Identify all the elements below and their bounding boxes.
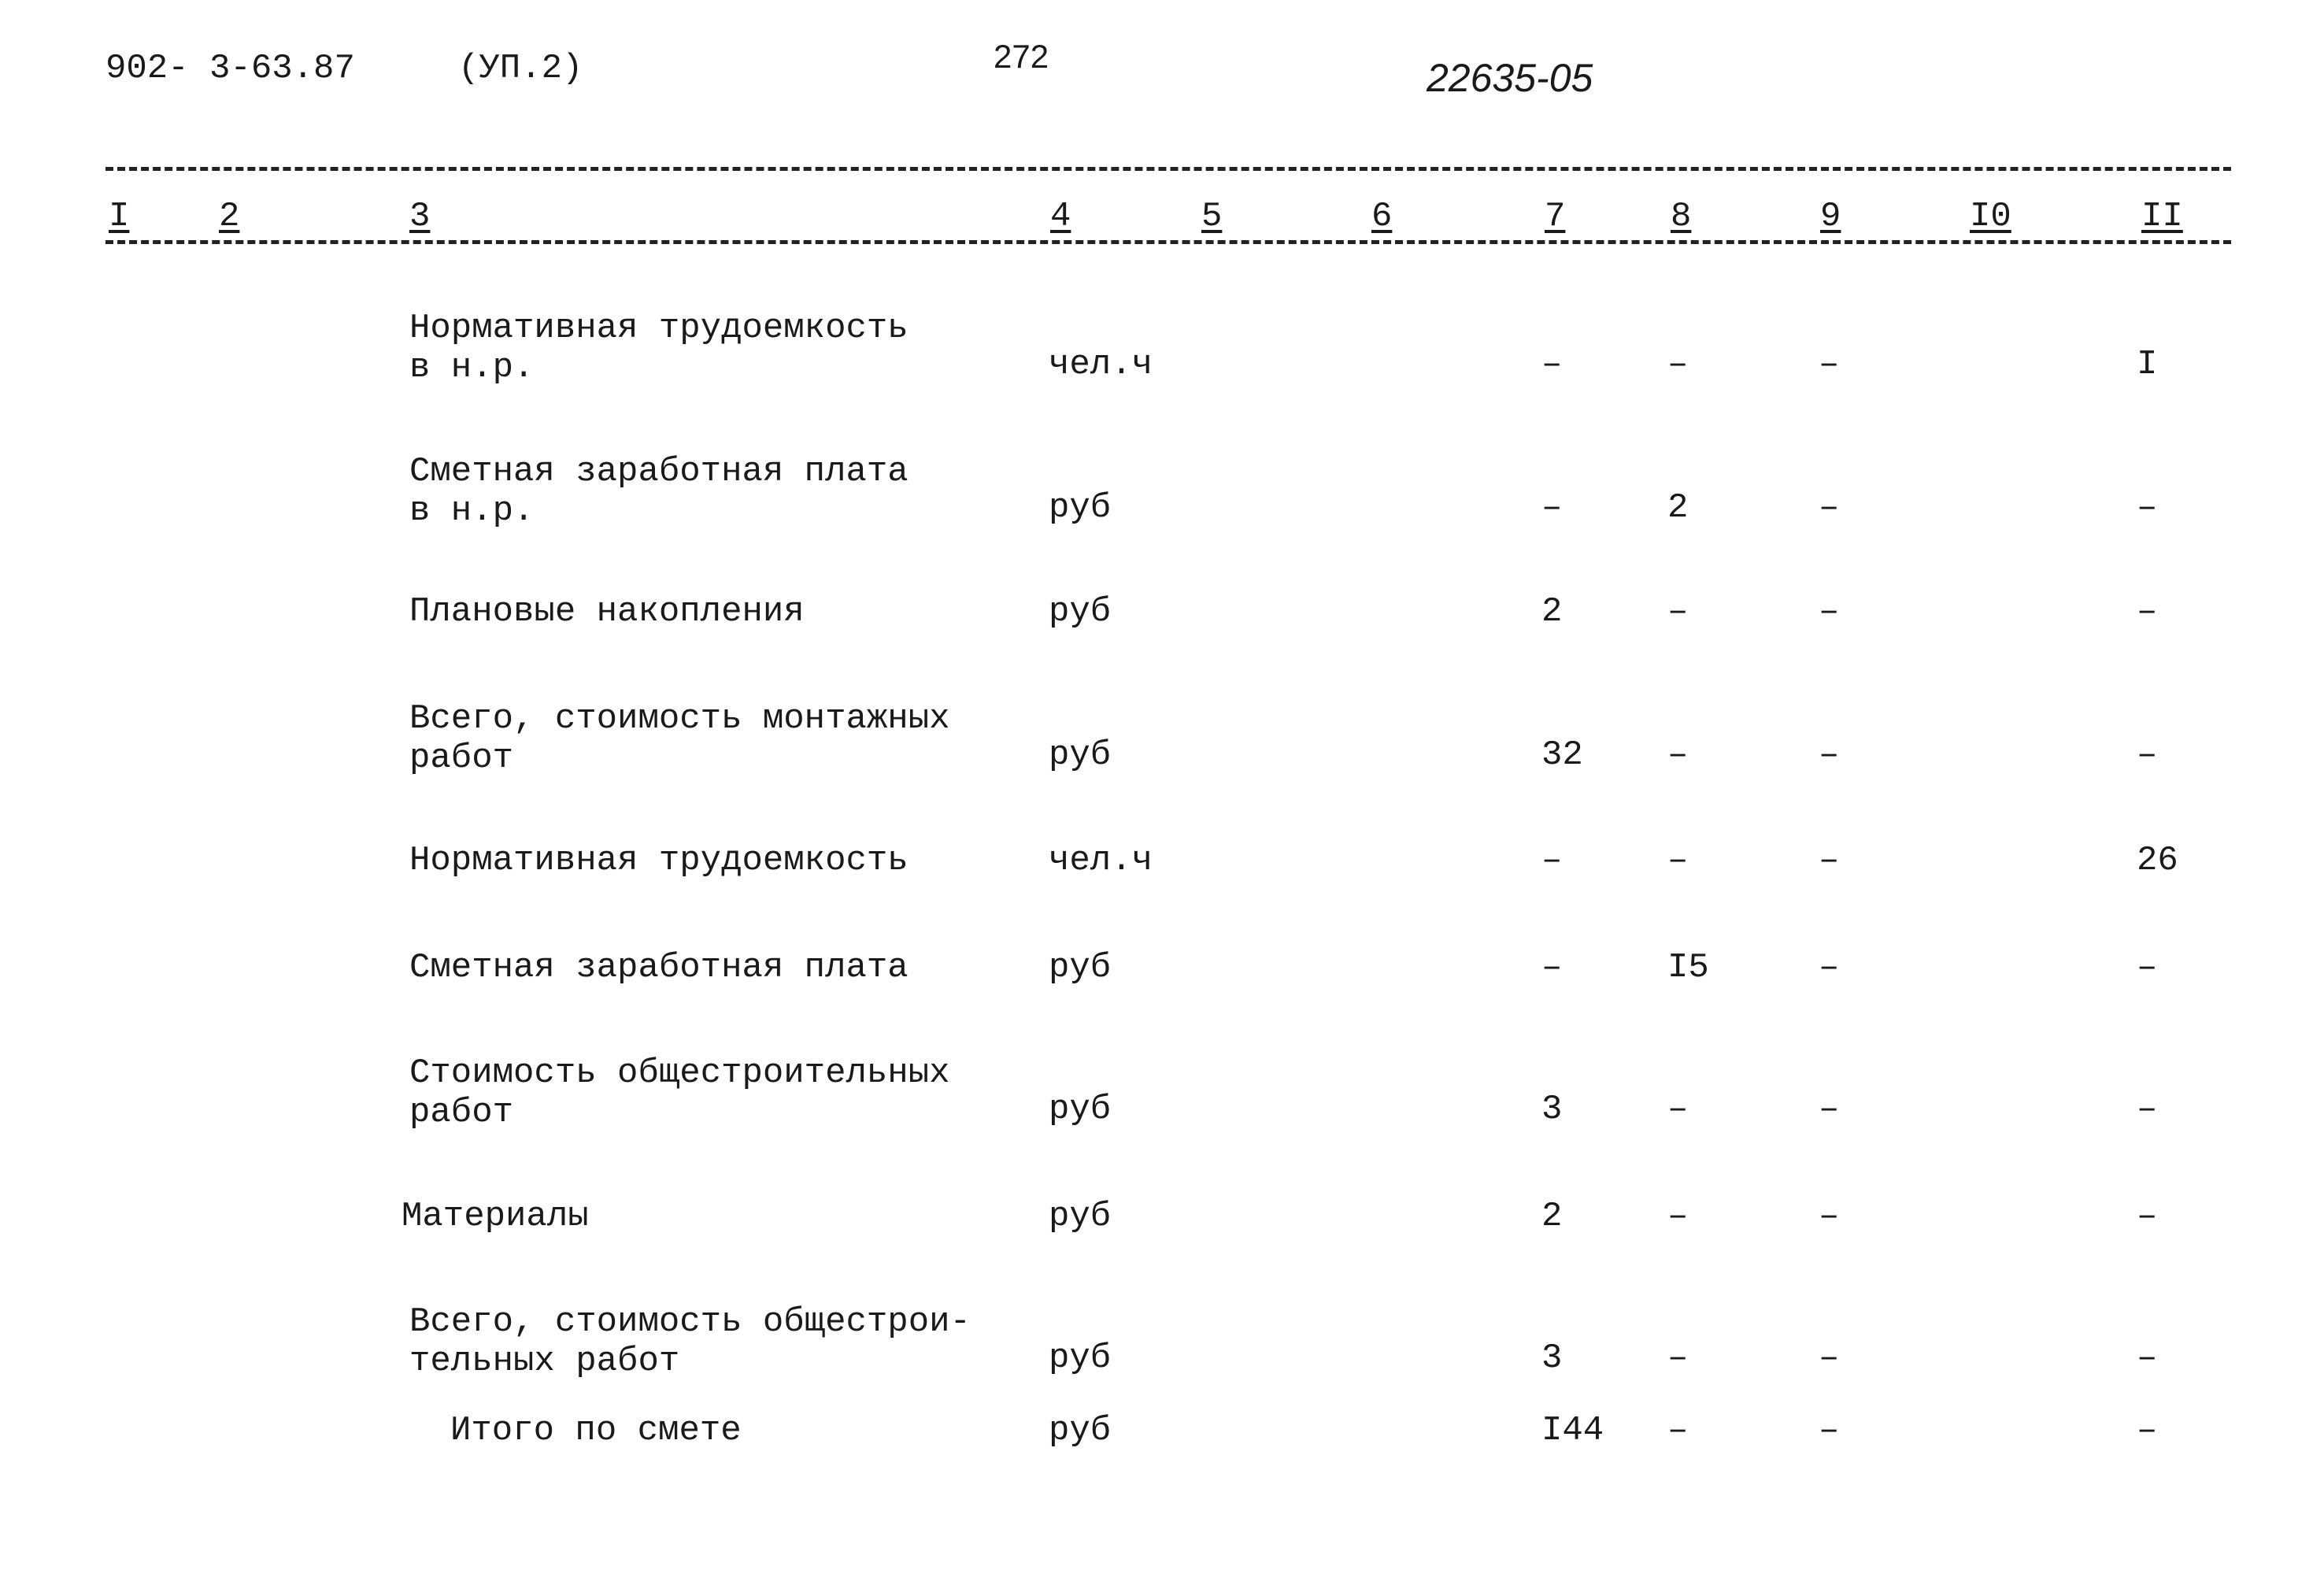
row-label: Сметная заработная плата (409, 948, 909, 987)
column-number-3: 3 (409, 197, 431, 236)
row-col8-value: – (1667, 345, 1689, 384)
row-label: Сметная заработная плата в н.р. (409, 452, 909, 531)
document-code: 902- 3-63.87 (105, 49, 355, 88)
column-header-bottom-rule (105, 240, 2231, 244)
row-label: Нормативная трудоемкость в н.р. (409, 309, 909, 387)
column-number-5: 5 (1201, 197, 1223, 236)
row-col9-value: – (1819, 841, 1840, 880)
row-unit: руб (1049, 1411, 1112, 1450)
row-label: Плановые накопления (409, 592, 805, 631)
row-col8-value: – (1667, 841, 1689, 880)
row-col9-value: – (1819, 1411, 1840, 1450)
row-col11-value: – (2137, 1338, 2158, 1378)
row-col11-value: I (2137, 345, 2158, 384)
row-col7-value: 32 (1541, 735, 1583, 775)
row-label: Всего, стоимость монтажных работ (409, 699, 950, 778)
row-col8-value: – (1667, 1197, 1689, 1236)
row-unit: чел.ч (1049, 345, 1153, 384)
row-col11-value: – (2137, 948, 2158, 987)
row-unit: руб (1049, 948, 1112, 987)
row-col8-value: 2 (1667, 488, 1689, 528)
row-col7-value: 3 (1541, 1090, 1563, 1129)
row-col8-value: I5 (1667, 948, 1709, 987)
row-label: Материалы (402, 1197, 589, 1236)
row-col9-value: – (1819, 592, 1840, 631)
row-col11-value: – (2137, 735, 2158, 775)
row-col9-value: – (1819, 1090, 1840, 1129)
row-col9-value: – (1819, 488, 1840, 528)
document-variant: (УП.2) (458, 49, 583, 88)
row-col8-value: – (1667, 1338, 1689, 1378)
row-col9-value: – (1819, 1338, 1840, 1378)
row-col7-value: – (1541, 948, 1563, 987)
row-col9-value: – (1819, 1197, 1840, 1236)
column-number-8: 8 (1671, 197, 1692, 236)
row-col8-value: – (1667, 592, 1689, 631)
row-unit: руб (1049, 1197, 1112, 1236)
document-number: 22635-05 (1427, 56, 1593, 100)
column-number-6: 6 (1371, 197, 1393, 236)
row-col9-value: – (1819, 735, 1840, 775)
column-number-4: 4 (1050, 197, 1071, 236)
row-col9-value: – (1819, 345, 1840, 384)
row-label: Нормативная трудоемкость (409, 841, 909, 880)
row-unit: руб (1049, 735, 1112, 775)
row-col7-value: 2 (1541, 592, 1563, 631)
row-col9-value: – (1819, 948, 1840, 987)
row-unit: руб (1049, 488, 1112, 528)
row-col11-value: – (2137, 1411, 2158, 1450)
row-col11-value: 26 (2137, 841, 2178, 880)
row-unit: руб (1049, 1090, 1112, 1129)
row-col11-value: – (2137, 592, 2158, 631)
column-number-10: I0 (1970, 197, 2011, 236)
row-col7-value: 2 (1541, 1197, 1563, 1236)
column-header-top-rule (105, 167, 2231, 171)
row-label: Итого по смете (450, 1411, 742, 1450)
row-label: Всего, стоимость общестрои- тельных работ (409, 1302, 971, 1381)
row-col11-value: – (2137, 1197, 2158, 1236)
row-col8-value: – (1667, 735, 1689, 775)
column-number-7: 7 (1545, 197, 1566, 236)
row-col7-value: – (1541, 841, 1563, 880)
column-number-11: II (2141, 197, 2183, 236)
row-col7-value: I44 (1541, 1411, 1604, 1450)
row-col7-value: – (1541, 345, 1563, 384)
row-label: Стоимость общестроительных работ (409, 1053, 950, 1132)
column-number-9: 9 (1820, 197, 1841, 236)
page-number: 272 (994, 38, 1049, 75)
row-col11-value: – (2137, 488, 2158, 528)
column-number-1: I (109, 197, 130, 236)
row-unit: чел.ч (1049, 841, 1153, 880)
row-col7-value: 3 (1541, 1338, 1563, 1378)
row-col8-value: – (1667, 1411, 1689, 1450)
row-col7-value: – (1541, 488, 1563, 528)
column-number-2: 2 (219, 197, 240, 236)
row-unit: руб (1049, 592, 1112, 631)
row-col11-value: – (2137, 1090, 2158, 1129)
row-col8-value: – (1667, 1090, 1689, 1129)
row-unit: руб (1049, 1338, 1112, 1378)
